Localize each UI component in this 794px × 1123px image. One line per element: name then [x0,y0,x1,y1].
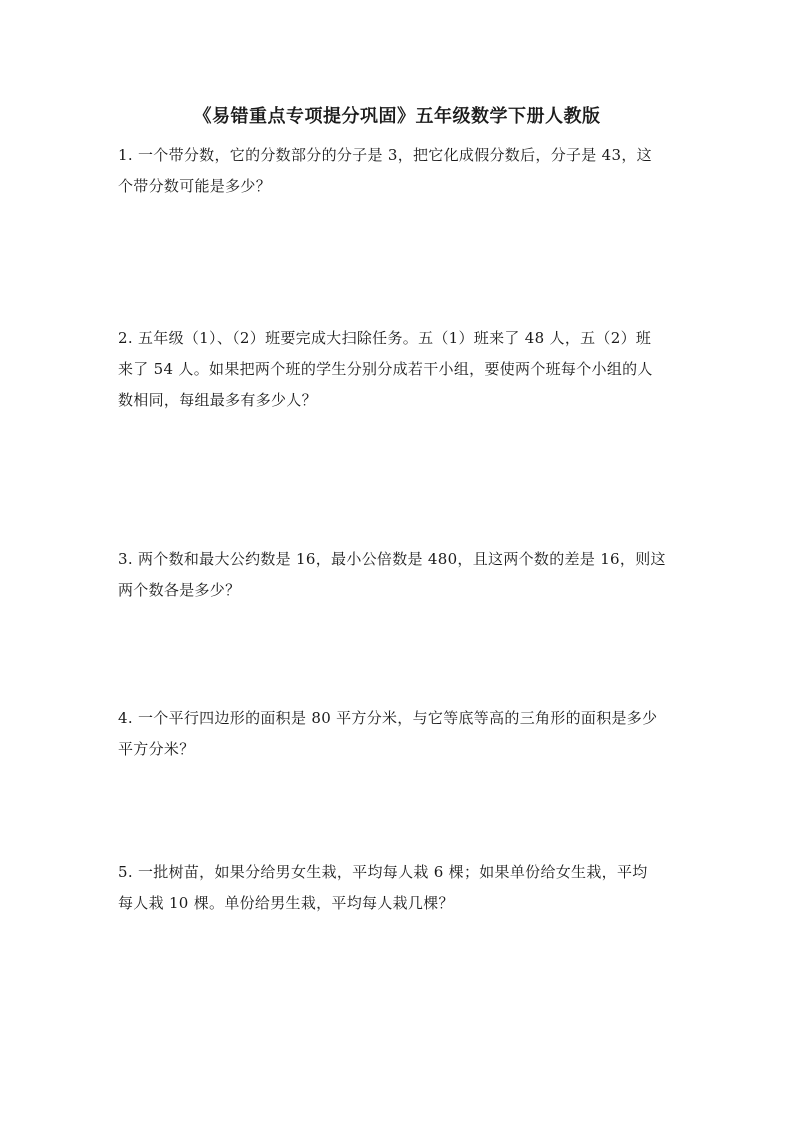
question-line: 4. 一个平行四边形的面积是 80 平方分米，与它等底等高的三角形的面积是多少 [118,709,658,727]
question-3 [118,544,678,606]
question-line: 数相同，每组最多有多少人？ [118,391,317,409]
question-line: 每人栽 10 棵。单份给男生栽，平均每人栽几棵？ [118,894,454,912]
question-5 [118,857,678,919]
question-line: 1. 一个带分数，它的分数部分的分子是 3，把它化成假分数后，分子是 43，这 [118,146,652,164]
question-line: 3. 两个数和最大公约数是 16，最小公倍数是 480，且这两个数的差是 16，则这 [118,550,666,568]
document-title: 《易错重点专项提分巩固》五年级数学下册人教版 [193,106,601,127]
question-line: 2. 五年级（1）、（2）班要完成大扫除任务。五（1）班来了 48 人，五（2）班 [118,329,652,347]
question-line: 5. 一批树苗，如果分给男女生栽，平均每人栽 6 棵；如果单份给女生栽，平均 [118,863,648,881]
question-line: 来了 54 人。如果把两个班的学生分别分成若干小组，要使两个班每个小组的人 [118,360,653,378]
question-line: 平方分米？ [118,740,195,758]
question-line: 个带分数可能是多少？ [118,177,272,195]
question-2 [118,323,678,416]
question-1 [118,140,678,202]
question-4 [118,703,678,765]
question-line: 两个数各是多少？ [118,581,241,599]
